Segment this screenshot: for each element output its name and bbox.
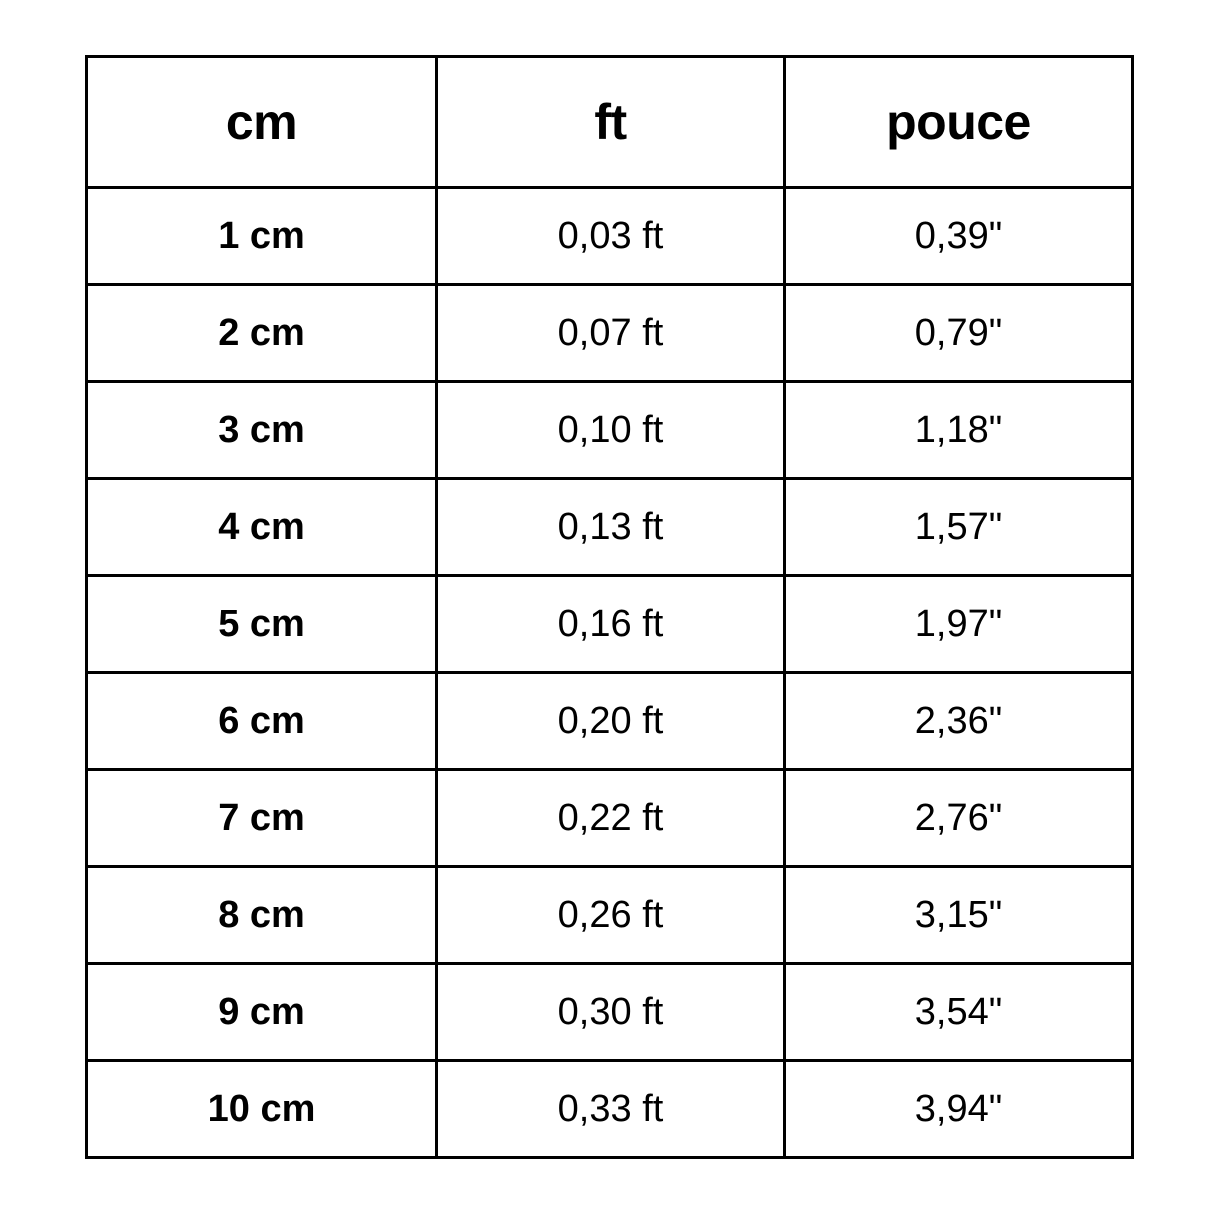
table-row <box>87 479 1133 576</box>
cell-cm: 2 cm <box>87 285 437 382</box>
cell-cm: 8 cm <box>87 867 437 964</box>
cell-ft: 0,33 ft <box>437 1061 785 1158</box>
cell-pouce: 2,76" <box>785 770 1133 867</box>
column-header-pouce: pouce <box>785 57 1133 188</box>
cell-cm: 4 cm <box>87 479 437 576</box>
cell-ft: 0,07 ft <box>437 285 785 382</box>
cell-ft: 0,13 ft <box>437 479 785 576</box>
cell-ft: 0,22 ft <box>437 770 785 867</box>
table-row <box>87 1061 1133 1158</box>
table-row <box>87 576 1133 673</box>
cell-pouce: 1,57" <box>785 479 1133 576</box>
cell-cm: 5 cm <box>87 576 437 673</box>
cell-ft: 0,26 ft <box>437 867 785 964</box>
table-header <box>87 57 1133 188</box>
cell-ft: 0,03 ft <box>437 188 785 285</box>
cell-pouce: 0,39" <box>785 188 1133 285</box>
cell-ft: 0,10 ft <box>437 382 785 479</box>
conversion-table <box>85 55 1134 1159</box>
cell-cm: 9 cm <box>87 964 437 1061</box>
table-row <box>87 188 1133 285</box>
cell-pouce: 3,54" <box>785 964 1133 1061</box>
table-row <box>87 867 1133 964</box>
table-row <box>87 964 1133 1061</box>
cell-ft: 0,30 ft <box>437 964 785 1061</box>
cell-cm: 6 cm <box>87 673 437 770</box>
table-row <box>87 382 1133 479</box>
cell-cm: 1 cm <box>87 188 437 285</box>
cell-cm: 3 cm <box>87 382 437 479</box>
conversion-table-container <box>85 55 1131 1159</box>
column-header-cm: cm <box>87 57 437 188</box>
cell-cm: 7 cm <box>87 770 437 867</box>
cell-pouce: 3,94" <box>785 1061 1133 1158</box>
cell-pouce: 1,18" <box>785 382 1133 479</box>
cell-pouce: 0,79" <box>785 285 1133 382</box>
cell-cm: 10 cm <box>87 1061 437 1158</box>
cell-ft: 0,20 ft <box>437 673 785 770</box>
column-header-ft: ft <box>437 57 785 188</box>
cell-pouce: 1,97" <box>785 576 1133 673</box>
table-row <box>87 285 1133 382</box>
table-body <box>87 188 1133 1158</box>
cell-pouce: 2,36" <box>785 673 1133 770</box>
table-row <box>87 770 1133 867</box>
cell-pouce: 3,15" <box>785 867 1133 964</box>
table-header-row <box>87 57 1133 188</box>
table-row <box>87 673 1133 770</box>
cell-ft: 0,16 ft <box>437 576 785 673</box>
